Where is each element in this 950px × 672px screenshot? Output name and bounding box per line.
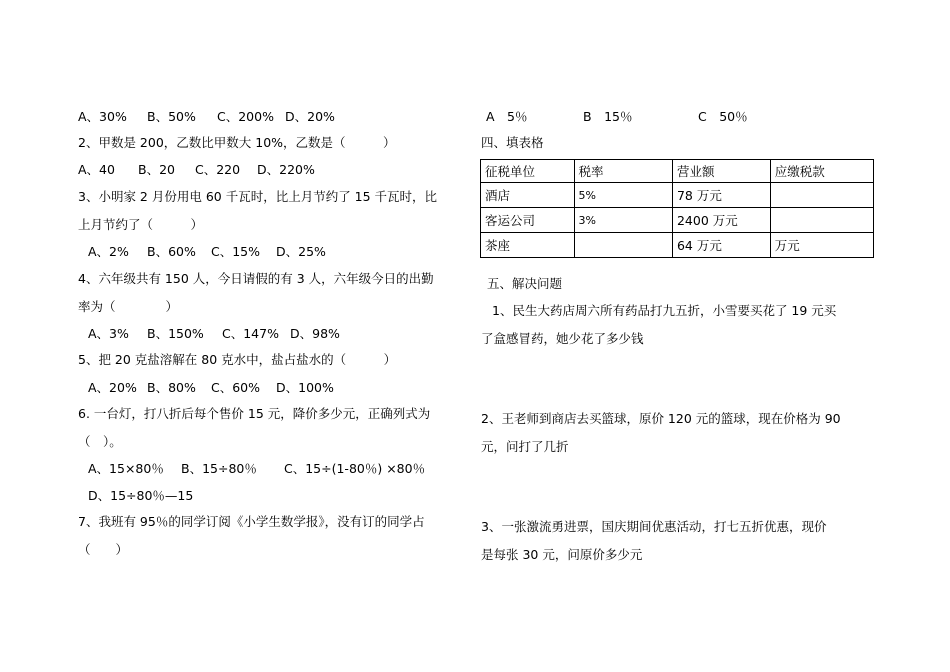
q5-option-d: D、100% — [276, 380, 334, 395]
cell-revenue: 78 万元 — [672, 183, 770, 208]
cell-unit: 酒店 — [481, 183, 575, 208]
problem2-line1: 2、王老师到商店去买篮球，原价 120 元的篮球，现在价格为 90 — [481, 411, 841, 426]
q5-text: 5、把 20 克盐溶解在 80 克水中，盐占盐水的（ ） — [78, 352, 397, 367]
q1-option-d: D、20% — [285, 109, 335, 124]
cell-tax-due: 万元 — [770, 233, 873, 258]
cell-revenue: 64 万元 — [672, 233, 770, 258]
q4-text-line2: 率为（ ） — [78, 299, 179, 314]
cell-unit: 客运公司 — [481, 208, 575, 233]
q3-text-line1: 3、小明家 2 月份用电 60 千瓦时，比上月节约了 15 千瓦时，比 — [78, 189, 438, 204]
q3-option-b: B、60% — [147, 244, 196, 259]
tax-table — [480, 159, 874, 258]
problem2-line2: 元，问打了几折 — [481, 439, 569, 454]
table-row — [481, 183, 874, 208]
q2-option-d: D、220% — [257, 162, 315, 177]
q6-text-line2: （ ）。 — [78, 434, 122, 449]
tax-table-header-row — [481, 160, 874, 183]
q4-option-a: A、3% — [88, 326, 129, 341]
q1-option-a: A、30% — [78, 109, 127, 124]
q5-option-c: C、60% — [211, 380, 261, 395]
header-tax-due: 应缴税款 — [770, 160, 873, 183]
header-rate: 税率 — [574, 160, 672, 183]
table-row — [481, 233, 874, 258]
q6-option-d: D、15÷80％—15 — [88, 488, 194, 503]
cell-revenue: 2400 万元 — [672, 208, 770, 233]
cell-unit: 茶座 — [481, 233, 575, 258]
q2-text: 2、甲数是 200，乙数比甲数大 10%，乙数是（ ） — [78, 135, 396, 150]
header-unit: 征税单位 — [481, 160, 575, 183]
q7-text-line2: （ ） — [78, 542, 129, 557]
q4-option-b: B、150% — [147, 326, 204, 341]
table-row — [481, 208, 874, 233]
problem1-line1: 1、民生大药店周六所有药品打九五折，小雪要买花了 19 元买 — [492, 303, 837, 318]
right-q-option-b: B 15％ — [583, 109, 633, 124]
problem3-line1: 3、一张激流勇进票，国庆期间优惠活动，打七五折优惠，现价 — [481, 519, 827, 534]
cell-tax-due — [770, 183, 873, 208]
problem3-line2: 是每张 30 元，问原价多少元 — [481, 547, 643, 562]
q5-option-a: A、20% — [88, 380, 137, 395]
q2-option-c: C、220 — [195, 162, 241, 177]
cell-rate — [574, 233, 672, 258]
q6-option-c: C、15÷(1-80％) ×80％ — [284, 461, 426, 476]
q3-option-d: D、25% — [276, 244, 326, 259]
q3-option-c: C、15% — [211, 244, 261, 259]
q7-text-line1: 7、我班有 95％的同学订阅《小学生数学报》，没有订的同学占 — [78, 514, 425, 529]
q2-option-b: B、20 — [138, 162, 175, 177]
q6-text-line1: 6. 一台灯，打八折后每个售价 15 元，降价多少元，正确列式为 — [78, 406, 431, 421]
section5-title: 五、解决问题 — [487, 276, 563, 291]
q3-text-line2: 上月节约了（ ） — [78, 217, 204, 232]
q6-option-a: A、15×80％ — [88, 461, 164, 476]
cell-rate: 5% — [574, 183, 672, 208]
q1-option-b: B、50% — [147, 109, 196, 124]
q2-option-a: A、40 — [78, 162, 115, 177]
cell-rate: 3% — [574, 208, 672, 233]
q4-text-line1: 4、六年级共有 150 人，今日请假的有 3 人，六年级今日的出勤 — [78, 271, 434, 286]
problem1-line2: 了盒感冒药，她少花了多少钱 — [481, 331, 644, 346]
q4-option-c: C、147% — [222, 326, 279, 341]
q3-option-a: A、2% — [88, 244, 129, 259]
q1-option-c: C、200% — [217, 109, 274, 124]
section4-title: 四、填表格 — [481, 135, 544, 150]
header-revenue: 营业额 — [672, 160, 770, 183]
q6-option-b: B、15÷80％ — [181, 461, 257, 476]
cell-tax-due — [770, 208, 873, 233]
right-q-option-a: A 5％ — [486, 109, 528, 124]
right-q-option-c: C 50％ — [698, 109, 748, 124]
q4-option-d: D、98% — [290, 326, 340, 341]
q5-option-b: B、80% — [147, 380, 196, 395]
